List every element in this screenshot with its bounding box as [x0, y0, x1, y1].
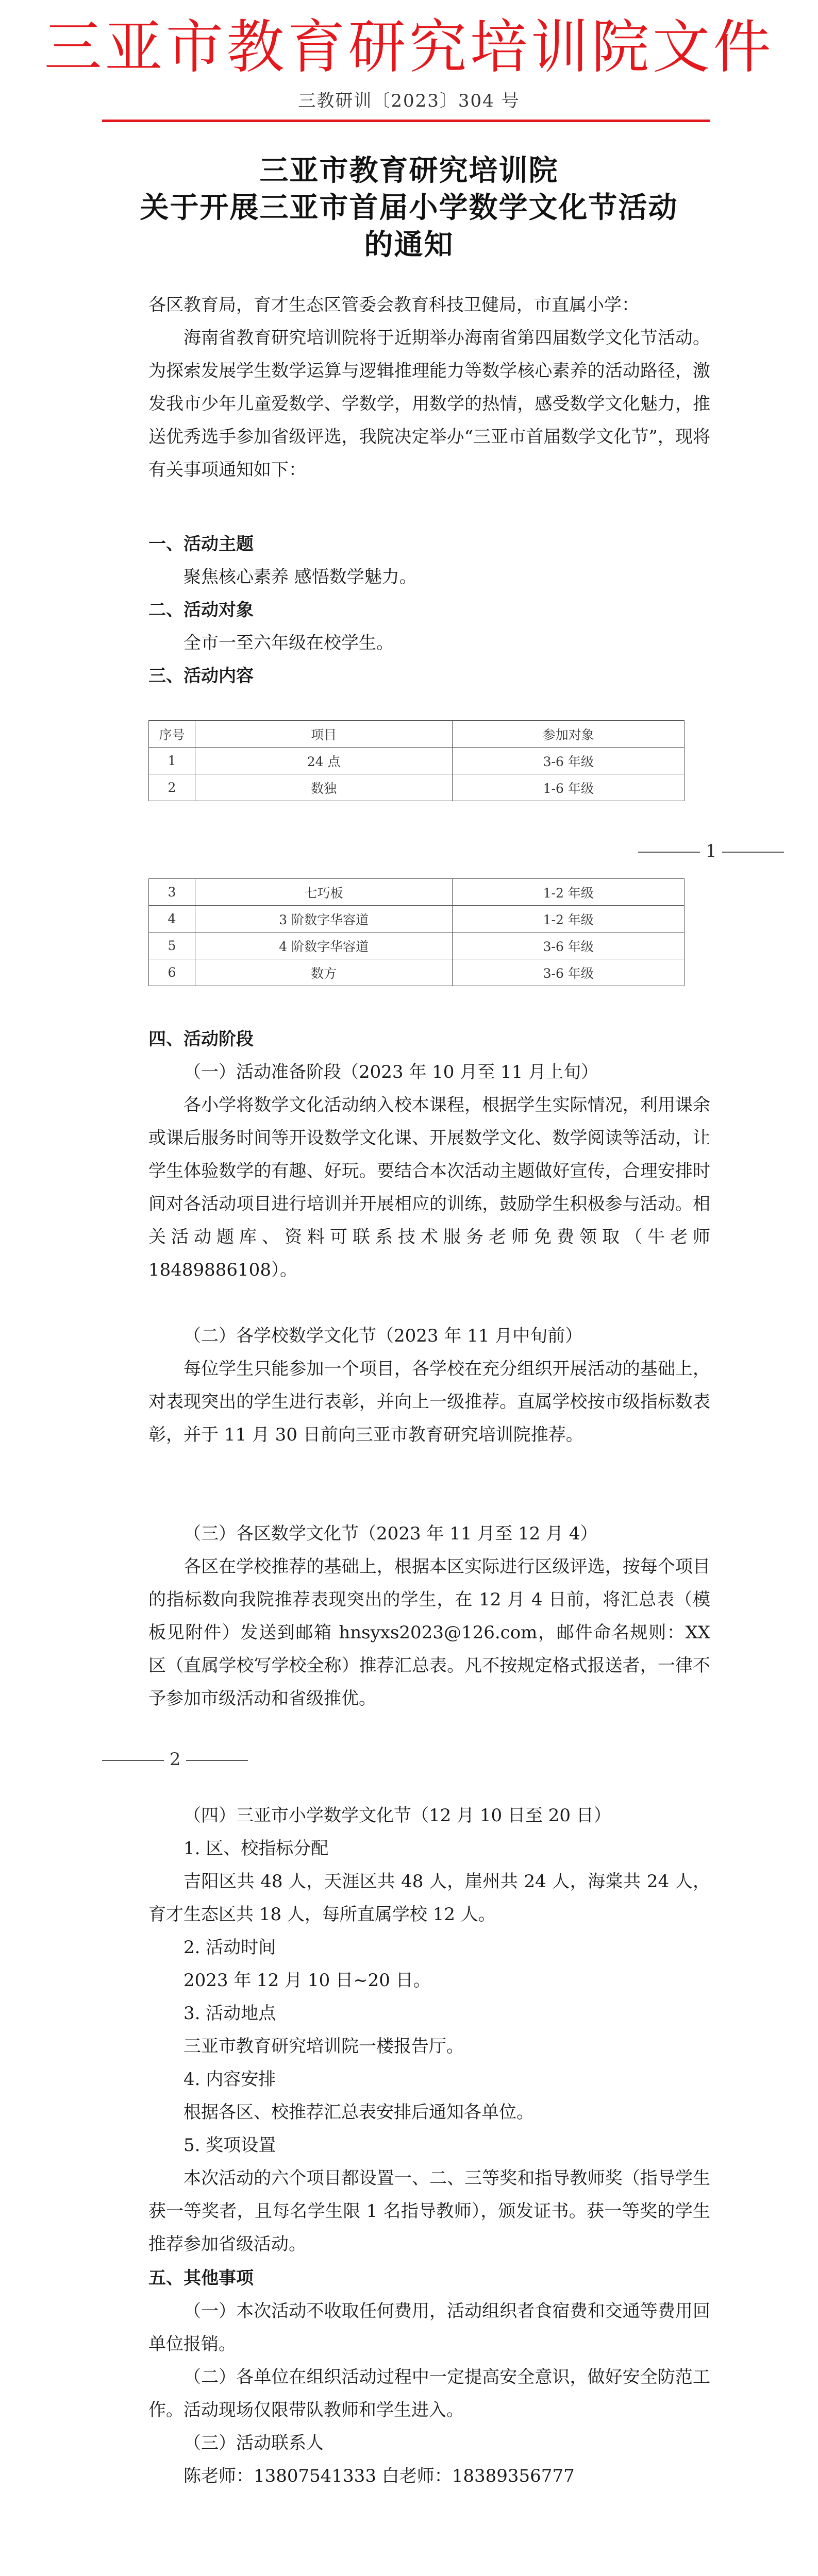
contacts-line: 陈老师：13807541333 白老师：18389356777: [183, 2466, 575, 2486]
sub2-title: 2. 活动时间: [183, 1937, 276, 1958]
table-cell: 4: [149, 906, 195, 933]
table-header-cell: 项目: [195, 721, 453, 748]
page-number-1: 1: [638, 841, 784, 861]
sub4-text: 根据各区、校推荐汇总表安排后通知各单位。: [183, 2102, 534, 2123]
document-header-title: 三亚市教育研究培训院文件: [44, 14, 774, 81]
sub3-title: 3. 活动地点: [183, 2003, 276, 2024]
notice-title-line-1: 三亚市教育研究培训院: [259, 154, 559, 188]
sub1-text: 吉阳区共 48 人，天涯区共 48 人，崖州共 24 人，海棠共 24 人，育才生态区共 18 人，每所直属学校 12 人。: [148, 1871, 710, 1925]
section5-heading: 五、其他事项: [148, 2268, 254, 2289]
table-cell: 数独: [195, 774, 453, 801]
stage4-title: （四）三亚市小学数学文化节（12 月 10 日至 20 日）: [183, 1805, 611, 1826]
intro-paragraph: 海南省教育研究培训院将于近期举办海南省第四届数学文化节活动。为探索发展学生数学运算与逻辑推理能力等数学核心素养的活动路径，激发我市少年儿童爱数学、学数学，用数学的热情，感受数学文化魅力，推送优秀选手参加省级评选，我院决定举办“三亚市首届数学文化节”，现将有关事项通知如下：: [148, 328, 710, 480]
section1-text: 聚焦核心素养 感悟数学魅力。: [183, 567, 417, 587]
section3-heading: 三、活动内容: [148, 666, 254, 686]
table-cell: 3-6 年级: [453, 959, 685, 986]
table-cell: 6: [149, 959, 195, 986]
stage3-text: 各区在学校推荐的基础上，根据本区实际进行区级评选，按每个项目的指标数向我院推荐表现突出的学生，在 12 月 4 日前，将汇总表（模板见附件）发送到邮箱 hnsyxs2023@126.com，邮件命名规则：XX 区（直属学校写学校全称）推荐汇总表。凡不按规定格式报送者，一律不予参加市级活动和省级推优。: [148, 1556, 710, 1709]
sub1-title: 1. 区、校指标分配: [183, 1838, 329, 1859]
table-cell: 1-2 年级: [453, 906, 685, 933]
page-number-2: 2: [102, 1749, 248, 1770]
sub3-text: 三亚市教育研究培训院一楼报告厅。: [183, 2036, 464, 2057]
other-item-3: （三）活动联系人: [183, 2433, 324, 2453]
sub2-text: 2023 年 12 月 10 日~20 日。: [183, 1970, 431, 1991]
table-cell: 5: [149, 933, 195, 959]
activity-table-part1: [148, 720, 685, 801]
table-cell: 3: [149, 879, 195, 906]
addressee: 各区教育局，育才生态区管委会教育科技卫健局，市直属小学：: [148, 295, 639, 315]
table-row: [149, 933, 685, 959]
other-item-1: （一）本次活动不收取任何费用，活动组织者食宿费和交通等费用回单位报销。: [148, 2301, 710, 2354]
table-cell: 4 阶数字华容道: [195, 933, 453, 959]
section2-text: 全市一至六年级在校学生。: [183, 633, 394, 653]
table-row: [149, 906, 685, 933]
table-cell: 1-2 年级: [453, 879, 685, 906]
table-cell: 3 阶数字华容道: [195, 906, 453, 933]
table-header-row: [149, 721, 685, 748]
section2-heading: 二、活动对象: [148, 600, 254, 620]
table-cell: 3-6 年级: [453, 748, 685, 774]
header-red-rule: [102, 120, 710, 122]
other-item-2: （二）各单位在组织活动过程中一定提高安全意识，做好安全防范工作。活动现场仅限带队教师和学生进入。: [148, 2367, 710, 2420]
sub4-title: 4. 内容安排: [183, 2069, 276, 2090]
table-row: [149, 959, 685, 986]
stage2-text: 每位学生只能参加一个项目，各学校在充分组织开展活动的基础上，对表现突出的学生进行表彰，并向上一级推荐。直属学校按市级指标数表彰，并于 11 月 30 日前向三亚市教育研究培训院推荐。: [148, 1359, 710, 1445]
table-cell: 七巧板: [195, 879, 453, 906]
table-cell: 1-6 年级: [453, 774, 685, 801]
section4-heading: 四、活动阶段: [148, 1029, 254, 1049]
section1-heading: 一、活动主题: [148, 534, 254, 554]
notice-title-line-3: 的通知: [364, 228, 454, 262]
table-header-cell: 序号: [149, 721, 195, 748]
table-cell: 数方: [195, 959, 453, 986]
table-row: [149, 748, 685, 774]
table-cell: 2: [149, 774, 195, 801]
table-cell: 24 点: [195, 748, 453, 774]
table-header-cell: 参加对象: [453, 721, 685, 748]
stage2-title: （二）各学校数学文化节（2023 年 11 月中旬前）: [183, 1326, 583, 1346]
table-cell: 3-6 年级: [453, 933, 685, 959]
document-number: 三教研训〔2023〕304 号: [298, 91, 520, 111]
table-row: [149, 774, 685, 801]
table-cell: 1: [149, 748, 195, 774]
stage1-text: 各小学将数学文化活动纳入校本课程，根据学生实际情况，利用课余或课后服务时间等开设数学文化课、开展数学文化、数学阅读等活动，让学生体验数学的有趣、好玩。要结合本次活动主题做好宣传，合理安排时间对各活动项目进行培训并开展相应的训练，鼓励学生积极参与活动。相关活动题库、资料可联系技术服务老师免费领取（牛老师 18489886108）。: [148, 1095, 710, 1280]
stage3-title: （三）各区数学文化节（2023 年 11 月至 12 月 4）: [183, 1523, 598, 1544]
sub5-text: 本次活动的六个项目都设置一、二、三等奖和指导教师奖（指导学生获一等奖者，且每名学生限 1 名指导教师），颁发证书。获一等奖的学生推荐参加省级活动。: [148, 2168, 710, 2255]
sub5-title: 5. 奖项设置: [183, 2135, 276, 2156]
activity-table-part2: [148, 878, 685, 986]
notice-title-line-2: 关于开展三亚市首届小学数学文化节活动: [140, 191, 678, 225]
stage1-title: （一）活动准备阶段（2023 年 10 月至 11 月上旬）: [183, 1062, 599, 1082]
table-row: [149, 879, 685, 906]
